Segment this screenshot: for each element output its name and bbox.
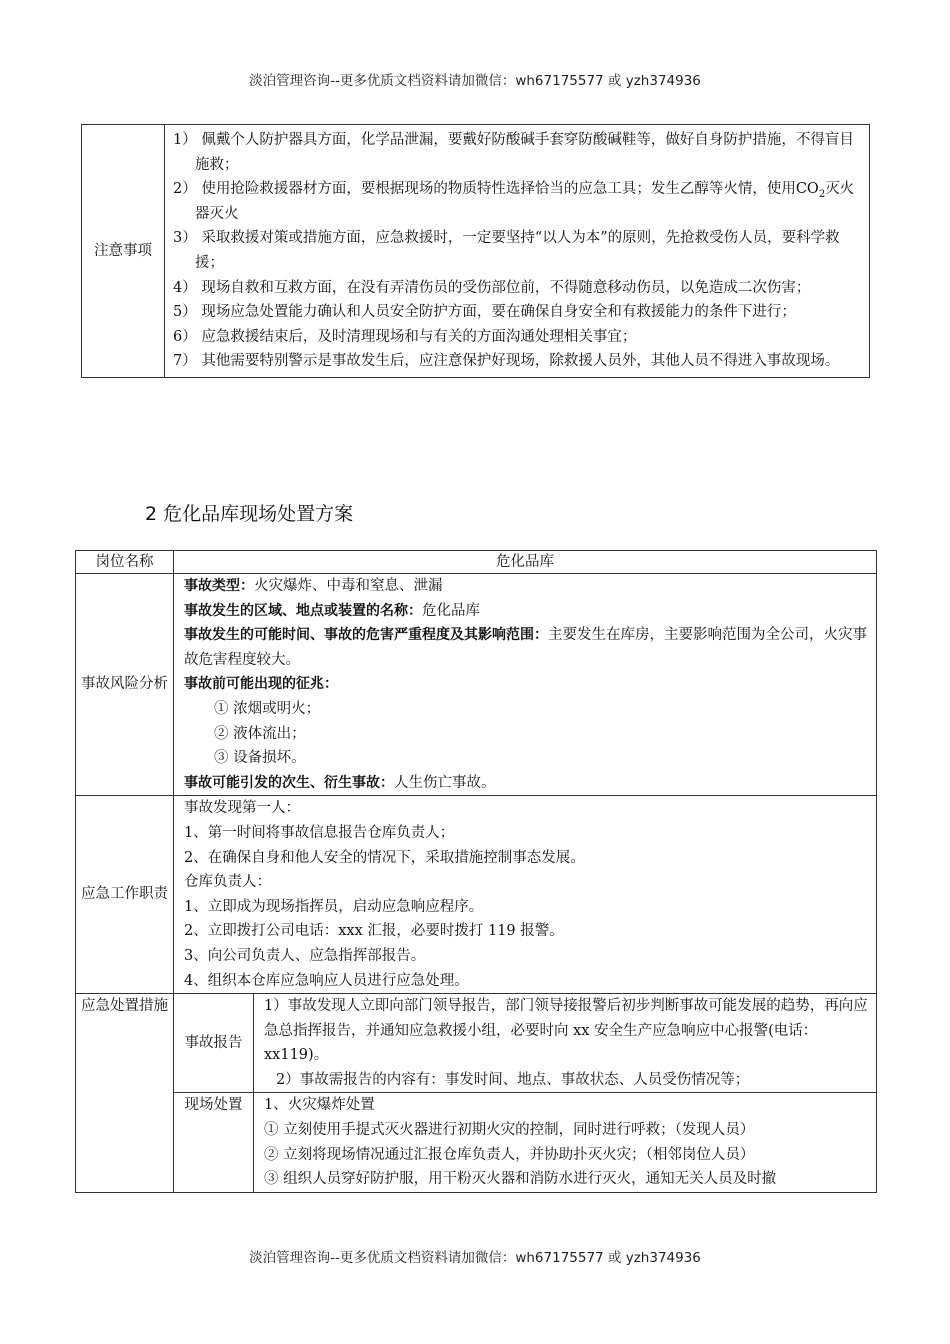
note-item-3: 3） 采取救援对策或措施方面，应急救援时，一定要坚持“以人为本”的原则，先抢救受伤人员，要科学救援； [173,230,840,271]
risk-area: 事故发生的区域、地点或装置的名称：危化品库 [184,602,480,619]
measures-label: 应急处置措施 [76,994,174,1193]
note-item-1: 1） 佩戴个人防护器具方面，化学品泄漏，要戴好防酸碱手套穿防酸碱鞋等，做好自身防护措施，不得盲目施救； [173,132,854,173]
header-value: 危化品库 [174,551,877,574]
duty-line: 2、立即拨打公司电话：xxx 汇报，必要时拨打 119 报警。 [184,923,564,940]
duty-content [174,796,877,994]
note-item-4: 4） 现场自救和互救方面，在没有弄清伤员的受伤部位前，不得随意移动伤员，以免造成二次伤害； [173,279,811,296]
note-item-5: 5） 现场应急处置能力确认和人员安全防护方面，要在确保自身安全和有救援能力的条件下进行； [173,304,796,321]
risk-sign-1: ① 浓烟或明火； [214,700,321,717]
note-item-7: 7） 其他需要特别警示是事故发生后，应注意保护好现场，除救援人员外，其他人员不得进入事故现场。 [173,353,840,370]
risk-signs-key: 事故前可能出现的征兆： [184,676,338,693]
risk-row [76,574,877,796]
notes-table [81,124,870,378]
page-header: 淡泊管理咨询--更多优质文档资料请加微信：wh67175577 或 yzh374936 [249,73,701,89]
measures-row [76,994,877,1093]
section-title: 2 危化品库现场处置方案 [145,503,354,525]
risk-label: 事故风险分析 [76,574,174,796]
report-content [254,994,877,1093]
notes-label: 注意事项 [82,125,165,378]
duty-line: 2、在确保自身和他人安全的情况下，采取措施控制事态发展。 [184,849,585,866]
report-line-2: 2）事故需报告的内容有：事发时间、地点、事故状态、人员受伤情况等； [276,1071,750,1088]
risk-sign-3: ③ 设备损坏。 [214,750,306,767]
risk-content [174,574,877,796]
duty-line: 4、组织本仓库应急响应人员进行应急处理。 [184,972,469,989]
header-label: 岗位名称 [76,551,174,574]
duty-line: 仓库负责人： [184,874,271,891]
onsite-line: ② 立刻将现场情况通过汇报仓库负责人，并协助扑灭火灾；（相邻岗位人员） [264,1146,755,1163]
duty-row [76,796,877,994]
report-label: 事故报告 [174,994,254,1093]
risk-secondary: 事故可能引发的次生、衍生事故：人生伤亡事故。 [184,774,496,791]
report-line-1: 1）事故发现人立即向部门领导报告，部门领导接报警后初步判断事故可能发展的趋势，再向应急总指挥报告，并通知应急救援小组，必要时向 xx 安全生产应急响应中心报警(电话：xx119)。 [264,998,868,1064]
page-footer: 淡泊管理咨询--更多优质文档资料请加微信：wh67175577 或 yzh374936 [249,1250,701,1266]
duty-line: 事故发现第一人： [184,800,300,817]
onsite-line: ③ 组织人员穿好防护服，用干粉灭火器和消防水进行灭火，通知无关人员及时撤 [264,1171,777,1188]
notes-content [165,125,870,378]
duty-label: 应急工作职责 [76,796,174,994]
onsite-content [254,1093,877,1192]
duty-line: 1、第一时间将事故信息报告仓库负责人； [184,824,455,841]
scheme-table [75,550,877,1193]
table-header-row [76,551,877,574]
onsite-row [76,1093,877,1192]
onsite-label: 现场处置 [174,1093,254,1192]
risk-sign-2: ② 液体流出； [214,725,306,742]
risk-time: 事故发生的可能时间、事故的危害严重程度及其影响范围：主要发生在库房，主要影响范围为全公司，火灾事故危害程度较大。 [184,627,867,668]
risk-type: 事故类型：火灾爆炸、中毒和窒息、泄漏 [184,578,443,594]
onsite-line: 1、火灾爆炸处置 [264,1097,375,1114]
note-item-6: 6） 应急救援结束后，及时清理现场和与有关的方面沟通处理相关事宜； [173,328,637,345]
note-item-2: 2） 使用抢险救援器材方面，要根据现场的物质特性选择恰当的应急工具；发生乙醇等火情，使用$CO_2$灭火器灭火 [173,181,855,222]
duty-line: 3、向公司负责人、应急指挥部报告。 [184,947,426,964]
onsite-line: ① 立刻使用手提式灭火器进行初期火灾的控制，同时进行呼救；（发现人员） [264,1122,755,1139]
duty-line: 1、立即成为现场指挥员，启动应急响应程序。 [184,898,484,915]
